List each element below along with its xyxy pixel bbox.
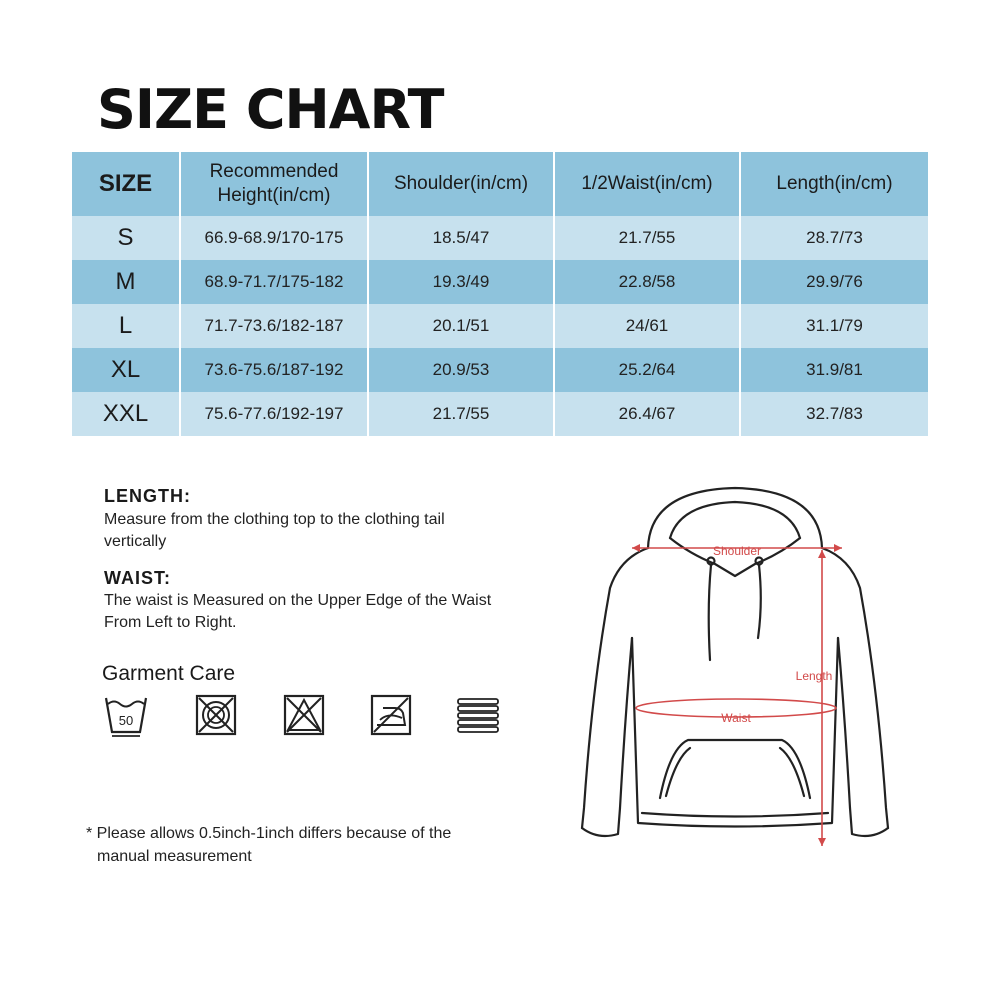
length-cell: 29.9/76	[806, 272, 863, 291]
waist-cell: 26.4/67	[554, 392, 740, 436]
measurement-guides	[632, 544, 842, 846]
hoodie-outline	[582, 488, 888, 836]
shoulder-label: Shoulder	[712, 544, 762, 558]
height-cell: 73.6-75.6/187-192	[180, 348, 368, 392]
do-not-iron-icon	[368, 692, 414, 738]
table-row	[72, 260, 928, 304]
size-table	[72, 152, 928, 436]
size-cell: S	[72, 216, 180, 260]
length-cell: 32.7/83	[806, 404, 863, 423]
column-header-waist: 1/2Waist(in/cm)	[554, 152, 740, 216]
length-heading: LENGTH:	[104, 486, 191, 506]
size-cell: M	[72, 260, 180, 304]
shoulder-cell: 20.9/53	[368, 348, 554, 392]
waist-cell: 21.7/55	[554, 216, 740, 260]
length-cell: 31.9/81	[806, 360, 863, 379]
shoulder-cell: 18.5/47	[368, 216, 554, 260]
wash-50-icon	[103, 692, 149, 738]
column-header-size: SIZE	[72, 152, 180, 216]
size-cell: XXL	[72, 392, 180, 436]
table-row	[72, 304, 928, 348]
height-cell: 66.9-68.9/170-175	[180, 216, 368, 260]
care-icons-row	[103, 692, 503, 740]
height-cell: 68.9-71.7/175-182	[180, 260, 368, 304]
height-cell: 75.6-77.6/192-197	[180, 392, 368, 436]
table-header-row	[72, 152, 928, 216]
column-header-length: Length(in/cm)	[776, 173, 893, 194]
flat-dry-icon	[455, 692, 501, 738]
column-header-height-line1: Recommended	[209, 161, 339, 182]
table-row	[72, 348, 928, 392]
table-row	[72, 216, 928, 260]
waist-cell: 22.8/58	[554, 260, 740, 304]
shoulder-cell: 19.3/49	[368, 260, 554, 304]
height-cell: 71.7-73.6/182-187	[180, 304, 368, 348]
waist-cell: 25.2/64	[554, 348, 740, 392]
shoulder-cell: 21.7/55	[368, 392, 554, 436]
footnote-line2: manual measurement	[97, 848, 252, 865]
waist-label: Waist	[721, 711, 751, 725]
column-header-height-line2: Height(in/cm)	[217, 185, 331, 206]
length-label: Length	[795, 669, 833, 683]
waist-cell: 24/61	[554, 304, 740, 348]
column-header-height	[180, 152, 368, 216]
size-cell: L	[72, 304, 180, 348]
table-row	[72, 392, 928, 436]
garment-care-title: Garment Care	[102, 662, 236, 685]
do-not-tumble-dry-icon	[193, 692, 239, 738]
page-title: SIZE CHART	[97, 78, 444, 141]
length-cell: 31.1/79	[806, 316, 863, 335]
do-not-bleach-icon	[281, 692, 327, 738]
size-cell: XL	[72, 348, 180, 392]
footnote	[86, 822, 516, 868]
length-cell: 28.7/73	[806, 228, 863, 247]
column-header-shoulder: Shoulder(in/cm)	[368, 152, 554, 216]
waist-description: The waist is Measured on the Upper Edge of the Waist From Left to Right.	[104, 592, 492, 631]
wash-temperature: 50	[118, 713, 134, 728]
length-description: Measure from the clothing top to the clothing tail vertically	[104, 511, 445, 550]
waist-heading: WAIST:	[104, 568, 171, 588]
footnote-line1: * Please allows 0.5inch-1inch differs because of the	[86, 825, 452, 842]
shoulder-cell: 20.1/51	[368, 304, 554, 348]
hoodie-diagram	[570, 478, 900, 868]
